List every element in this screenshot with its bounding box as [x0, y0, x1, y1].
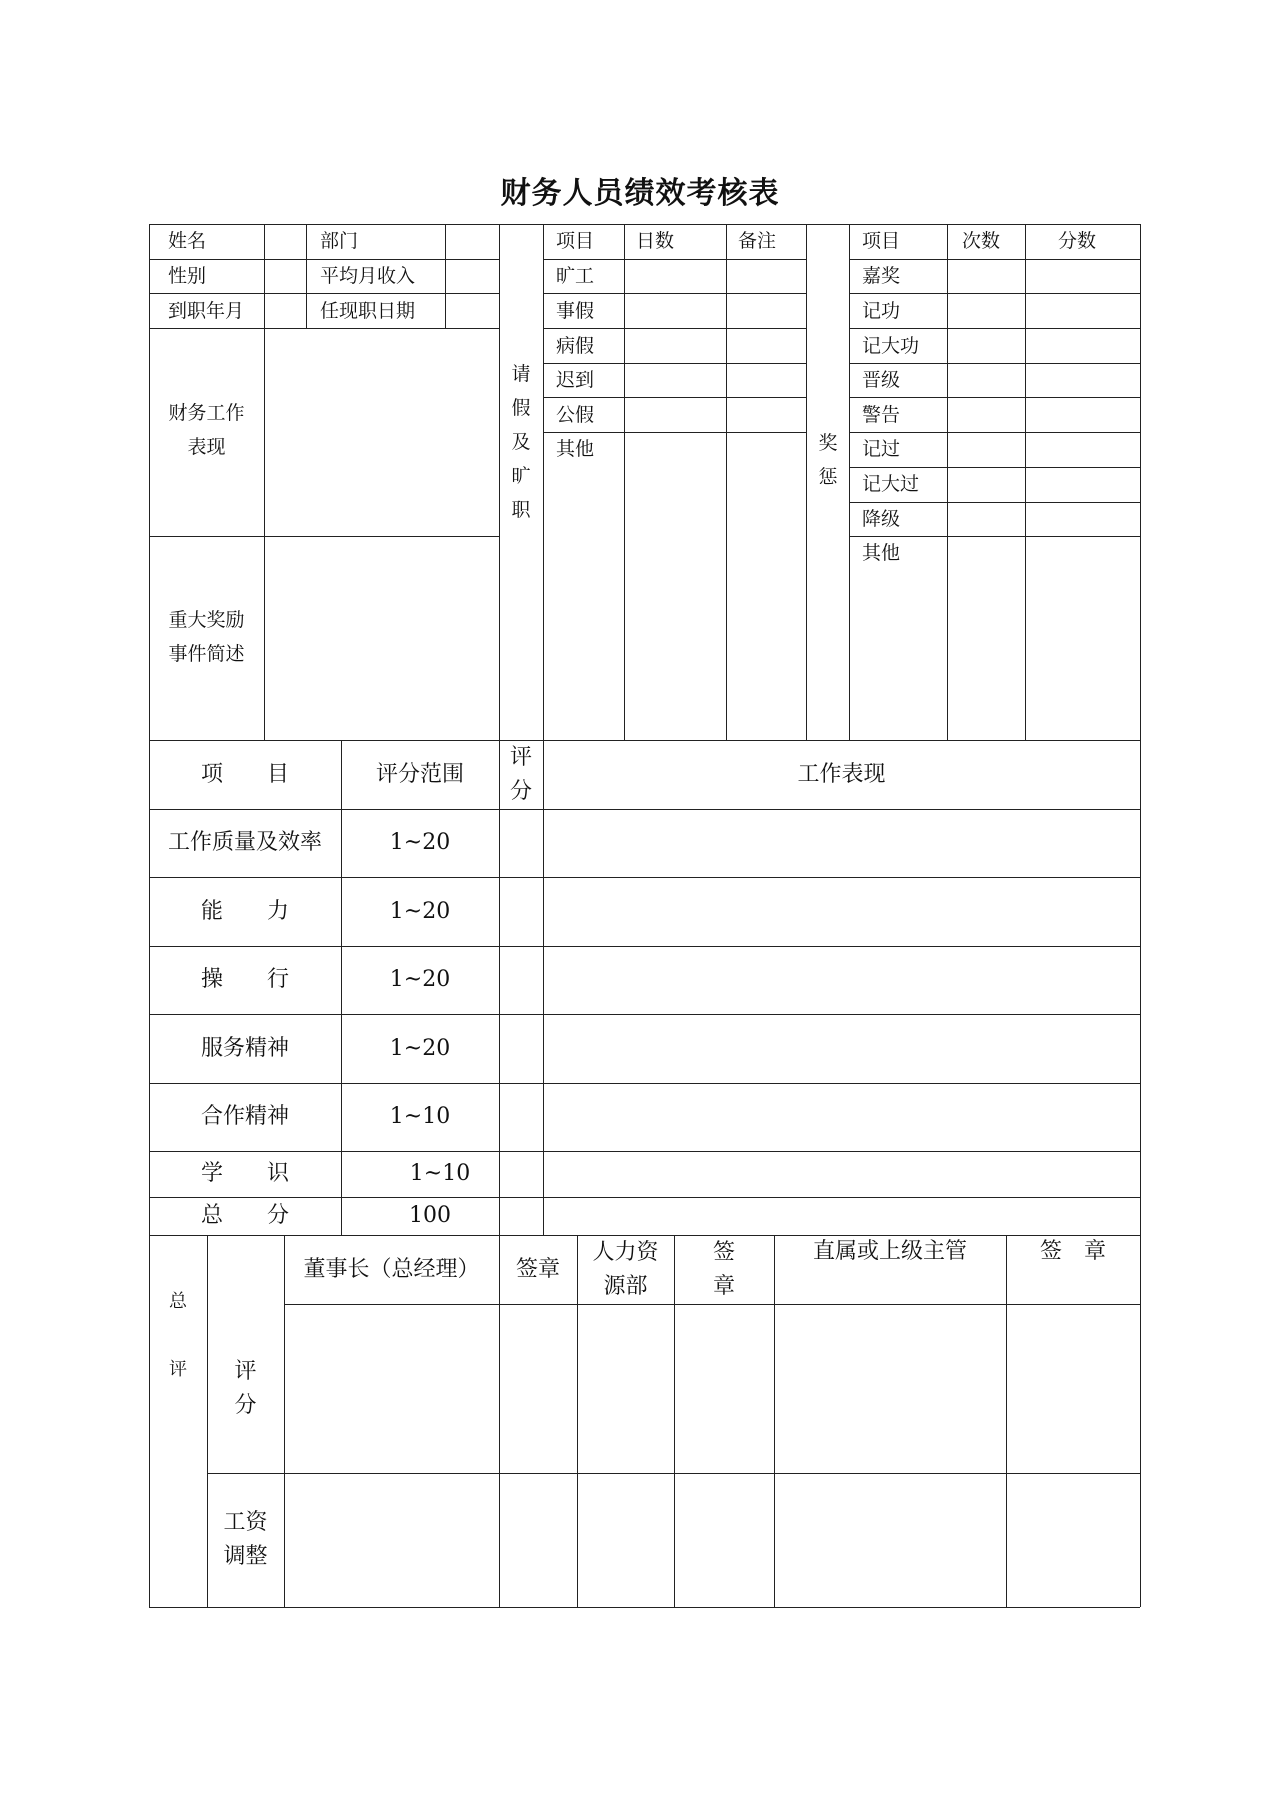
eval-header-score: 评 分: [509, 744, 532, 804]
chairman-sign-label: 签章: [515, 1256, 560, 1282]
major-award-label: 重大奖励 事件简述: [168, 609, 245, 665]
total-score-label: 总 分: [200, 1203, 289, 1228]
leave-item: 旷工: [556, 265, 595, 287]
work-performance-label: 财务工作 表现: [168, 402, 245, 458]
eval-row-item: 工作质量及效率: [167, 830, 322, 855]
hire-date-label: 到职年月: [168, 300, 245, 322]
summary-side-label: 总 评: [169, 1291, 187, 1380]
rewards-item: 记功: [862, 300, 901, 322]
leave-item: 迟到: [556, 369, 595, 391]
leave-item: 病假: [556, 335, 595, 357]
eval-row-item: 能 力: [200, 898, 289, 924]
rewards-item: 记大功: [862, 335, 920, 357]
name-label: 姓名: [168, 230, 207, 252]
rewards-side-label: 奖 惩: [818, 432, 838, 488]
rewards-item: 降级: [862, 508, 901, 530]
rewards-header-count: 次数: [962, 230, 1001, 252]
post-date-label: 任现职日期: [320, 300, 416, 322]
eval-row-range: 1~20: [389, 830, 451, 855]
rewards-item: 其他: [862, 542, 901, 564]
leave-header-days: 日数: [636, 230, 675, 252]
eval-row-item: 服务精神: [200, 1035, 289, 1061]
hr-dept-label: 人力资 源部: [592, 1239, 659, 1299]
summary-score-label: 评 分: [234, 1358, 257, 1418]
income-label: 平均月收入: [320, 265, 416, 287]
gender-label: 性别: [168, 265, 207, 287]
supervisor-label: 直属或上级主管: [812, 1239, 967, 1264]
eval-row-range: 1~10: [409, 1161, 471, 1186]
eval-row-range: 1~20: [389, 1035, 451, 1061]
eval-row-range: 1~10: [389, 1104, 451, 1129]
rewards-header-item: 项目: [862, 230, 901, 252]
leave-item: 事假: [556, 300, 595, 322]
hr-sign-label: 签 章: [712, 1239, 735, 1299]
rewards-item: 嘉奖: [862, 265, 901, 287]
supervisor-sign-label: 签 章: [1039, 1239, 1106, 1264]
eval-header-performance: 工作表现: [797, 761, 886, 787]
chairman-label: 董事长（总经理）: [303, 1256, 480, 1282]
rewards-item: 记大过: [862, 473, 920, 495]
page-title: 财务人员绩效考核表: [500, 176, 780, 211]
rewards-header-score: 分数: [1058, 230, 1097, 252]
leave-item: 公假: [556, 404, 595, 426]
leave-header-item: 项目: [556, 230, 595, 252]
eval-row-range: 1~20: [389, 967, 451, 992]
eval-row-item: 操 行: [200, 967, 289, 992]
total-score-value: 100: [409, 1203, 451, 1228]
leave-side-label: 请 假 及 旷 职: [511, 363, 531, 521]
dept-label: 部门: [320, 230, 359, 252]
leave-header-remark: 备注: [738, 230, 777, 252]
eval-header-range: 评分范围: [375, 761, 464, 787]
leave-item: 其他: [556, 438, 595, 460]
rewards-item: 警告: [862, 404, 901, 426]
rewards-item: 晋级: [862, 369, 901, 391]
eval-row-item: 学 识: [200, 1161, 289, 1186]
salary-adjust-label: 工资 调整: [223, 1510, 268, 1569]
eval-row-range: 1~20: [389, 898, 451, 924]
rewards-item: 记过: [862, 438, 901, 460]
eval-header-item: 项 目: [200, 761, 289, 787]
eval-row-item: 合作精神: [200, 1104, 289, 1129]
